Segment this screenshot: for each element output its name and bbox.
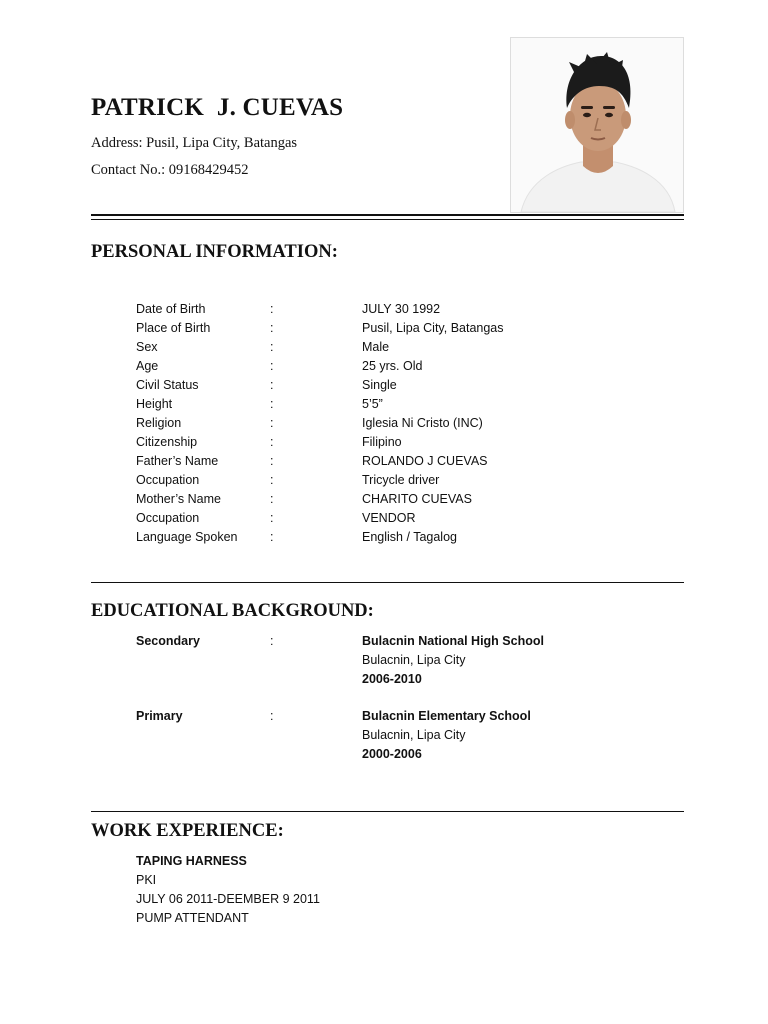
info-row [0,321,768,340]
info-value: Pusil, Lipa City, Batangas [362,321,504,335]
info-label: Citizenship [136,435,198,449]
info-colon: : [270,397,274,411]
info-row [0,454,768,473]
info-label: Father’s Name [136,454,219,468]
info-row [0,397,768,416]
info-value: VENDOR [362,511,416,525]
education-level: Secondary [136,634,200,648]
info-label: Place of Birth [136,321,211,335]
info-row [0,530,768,549]
education-entry-primary [0,709,768,769]
info-colon: : [270,321,274,335]
work-company: PKI [136,873,157,887]
info-row [0,416,768,435]
school-years: 2006-2010 [362,672,422,686]
education-heading: EDUCATIONAL BACKGROUND: [91,601,374,621]
info-row [0,492,768,511]
work-role: PUMP ATTENDANT [136,911,249,925]
info-value: ROLANDO J CUEVAS [362,454,488,468]
school-years: 2000-2006 [362,747,422,761]
info-label: Language Spoken [136,530,238,544]
school-location: Bulacnin, Lipa City [362,653,466,667]
info-colon: : [270,473,274,487]
info-label: Height [136,397,173,411]
info-label: Age [136,359,159,373]
info-value: English / Tagalog [362,530,457,544]
info-row [0,378,768,397]
contact-line: Contact No.: 09168429452 [91,162,249,178]
info-row [0,340,768,359]
info-label: Occupation [136,473,200,487]
info-row [0,435,768,454]
school-name: Bulacnin National High School [362,634,544,648]
info-value: Single [362,378,397,392]
header-rule-bottom [91,219,684,220]
personal-info-heading: PERSONAL INFORMATION: [91,242,338,262]
info-colon: : [270,435,274,449]
info-label: Sex [136,340,158,354]
info-value: Tricycle driver [362,473,440,487]
work-entry [136,854,536,930]
profile-photo [510,37,684,213]
school-name: Bulacnin Elementary School [362,709,531,723]
info-label: Mother’s Name [136,492,221,506]
resume-name: PATRICK J. CUEVAS [91,94,344,121]
school-location: Bulacnin, Lipa City [362,728,466,742]
info-value: 25 yrs. Old [362,359,423,373]
info-colon: : [270,416,274,430]
info-row [0,473,768,492]
info-colon: : [270,359,274,373]
info-value: 5’5” [362,397,383,411]
section-divider [91,582,684,583]
education-level: Primary [136,709,183,723]
work-title: TAPING HARNESS [136,854,247,868]
work-dates: JULY 06 2011-DEEMBER 9 2011 [136,892,320,906]
info-row [0,359,768,378]
info-label: Date of Birth [136,302,206,316]
info-colon: : [270,302,274,316]
info-colon: : [270,492,274,506]
info-label: Civil Status [136,378,199,392]
info-row [0,302,768,321]
info-colon: : [270,340,274,354]
info-value: JULY 30 1992 [362,302,441,316]
info-value: Filipino [362,435,402,449]
info-value: Male [362,340,390,354]
portrait-illustration [511,38,683,212]
info-label: Religion [136,416,182,430]
info-value: CHARITO CUEVAS [362,492,472,506]
info-colon: : [270,511,274,525]
work-heading: WORK EXPERIENCE: [91,821,284,841]
education-colon: : [270,709,274,723]
info-colon: : [270,378,274,392]
education-colon: : [270,634,274,648]
info-colon: : [270,530,274,544]
section-divider [91,811,684,812]
info-value: Iglesia Ni Cristo (INC) [362,416,483,430]
header-rule-top [91,214,684,216]
info-colon: : [270,454,274,468]
info-label: Occupation [136,511,200,525]
address-line: Address: Pusil, Lipa City, Batangas [91,135,298,151]
info-row [0,511,768,530]
